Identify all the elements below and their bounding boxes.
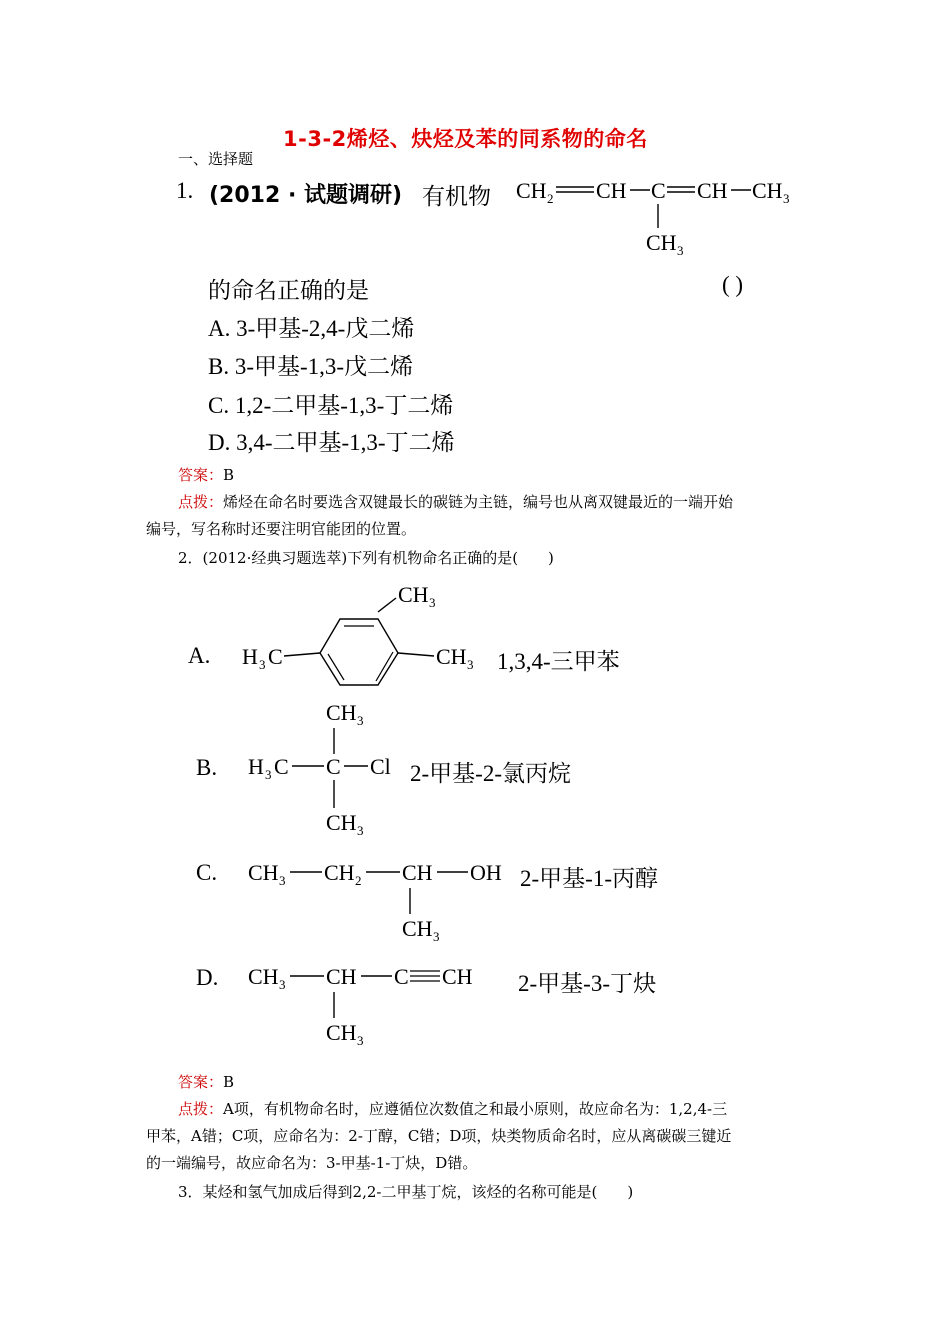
option-d-structure	[244, 954, 504, 1054]
question-1-suffix: 的命名正确的是	[208, 278, 369, 303]
svg-text:3: 3	[259, 657, 266, 672]
option-a-letter: A.	[188, 643, 211, 668]
hint-text: 烯烃在命名时要选含双键最长的碳链为主链，编号也从离双键最近的一端开始	[223, 493, 734, 511]
svg-text:2: 2	[547, 191, 554, 206]
svg-text:C: C	[326, 754, 341, 779]
svg-text:C: C	[274, 754, 289, 779]
svg-text:H: H	[248, 754, 264, 779]
svg-text:CH: CH	[516, 178, 547, 203]
hint-text: A项，有机物命名时，应遵循位次数值之和最小原则，故应命名为：1,2,4-三	[223, 1100, 728, 1118]
option-c-letter: C.	[196, 860, 218, 885]
svg-text:CH: CH	[442, 964, 473, 989]
svg-text:CH: CH	[326, 810, 357, 835]
question-1-structure	[510, 170, 800, 265]
svg-text:H: H	[242, 644, 258, 669]
question-1-number: 1.	[176, 178, 194, 203]
svg-text:CH: CH	[326, 700, 357, 725]
option-b-letter: B.	[196, 755, 218, 780]
question-1-option-b: B. 3-甲基-1,3-戊二烯	[208, 354, 414, 379]
svg-text:CH: CH	[697, 178, 728, 203]
answer-label: 答案：	[178, 466, 224, 484]
svg-text:CH: CH	[398, 582, 429, 607]
svg-text:2: 2	[355, 873, 362, 888]
svg-text:C: C	[268, 644, 283, 669]
question-2-hint-cont-1: 甲苯，A错；C项，应命名为：2-丁醇，C错；D项，炔类物质命名时，应从离碳碳三键近	[146, 1127, 732, 1145]
option-b-name: 2-甲基-2-氯丙烷	[410, 761, 571, 786]
question-1-option-a: A. 3-甲基-2,4-戊二烯	[208, 316, 415, 341]
svg-text:CH: CH	[248, 964, 279, 989]
svg-text:C: C	[394, 964, 409, 989]
question-1-prefix: 有机物	[422, 184, 491, 209]
question-1-answer	[178, 464, 234, 485]
svg-text:3: 3	[279, 873, 286, 888]
answer-value: B	[223, 466, 235, 484]
svg-text:3: 3	[265, 767, 272, 782]
svg-text:CH: CH	[402, 916, 433, 941]
option-a-name: 1,3,4-三甲苯	[497, 649, 620, 674]
svg-text:CH: CH	[326, 964, 357, 989]
svg-text:CH: CH	[324, 860, 355, 885]
svg-text:OH: OH	[470, 860, 502, 885]
svg-text:3: 3	[677, 243, 684, 258]
svg-text:Cl: Cl	[370, 754, 391, 779]
question-1-hint-cont: 编号，写名称时还要注明官能团的位置。	[146, 520, 417, 538]
section-heading: 一、选择题	[178, 150, 254, 168]
page-title: 1-3-2烯烃、炔烃及苯的同系物的命名	[283, 127, 648, 151]
svg-text:3: 3	[429, 595, 436, 610]
question-1-option-c: C. 1,2-二甲基-1,3-丁二烯	[208, 393, 454, 418]
option-c-structure	[244, 850, 524, 950]
svg-text:3: 3	[279, 977, 286, 992]
svg-text:CH: CH	[402, 860, 433, 885]
svg-text:3: 3	[357, 1033, 364, 1048]
option-d-name: 2-甲基-3-丁炔	[518, 971, 656, 996]
svg-text:CH: CH	[752, 178, 783, 203]
svg-text:CH: CH	[436, 644, 467, 669]
svg-text:3: 3	[783, 191, 790, 206]
option-b-structure	[244, 694, 414, 844]
svg-text:CH: CH	[596, 178, 627, 203]
hint-label: 点拨：	[178, 1100, 224, 1118]
option-a-structure	[238, 576, 498, 686]
svg-text:3: 3	[467, 657, 474, 672]
hint-label: 点拨：	[178, 493, 224, 511]
question-2-hint	[178, 1098, 727, 1119]
question-3-stem: 3．某烃和氢气加成后得到2,2-二甲基丁烷，该烃的名称可能是( )	[178, 1183, 634, 1201]
option-c-name: 2-甲基-1-丙醇	[520, 866, 658, 891]
question-2-hint-cont-2: 的一端编号，故应命名为：3-甲基-1-丁炔，D错。	[146, 1154, 478, 1172]
svg-text:CH: CH	[326, 1020, 357, 1045]
svg-text:C: C	[651, 178, 666, 203]
svg-text:3: 3	[357, 713, 364, 728]
answer-value: B	[223, 1073, 235, 1091]
svg-text:CH: CH	[646, 230, 677, 255]
question-1-hint	[178, 491, 733, 512]
option-d-letter: D.	[196, 965, 219, 990]
question-1-answer-paren: ( )	[722, 272, 744, 297]
question-1-source: (2012 · 试题调研)	[209, 183, 403, 208]
svg-text:CH: CH	[248, 860, 279, 885]
answer-label: 答案：	[178, 1073, 224, 1091]
svg-text:3: 3	[357, 823, 364, 838]
question-2-answer	[178, 1071, 234, 1092]
question-2-stem: 2．(2012·经典习题选萃)下列有机物命名正确的是( )	[178, 549, 554, 567]
svg-text:3: 3	[433, 929, 440, 944]
question-1-option-d: D. 3,4-二甲基-1,3-丁二烯	[208, 430, 455, 455]
